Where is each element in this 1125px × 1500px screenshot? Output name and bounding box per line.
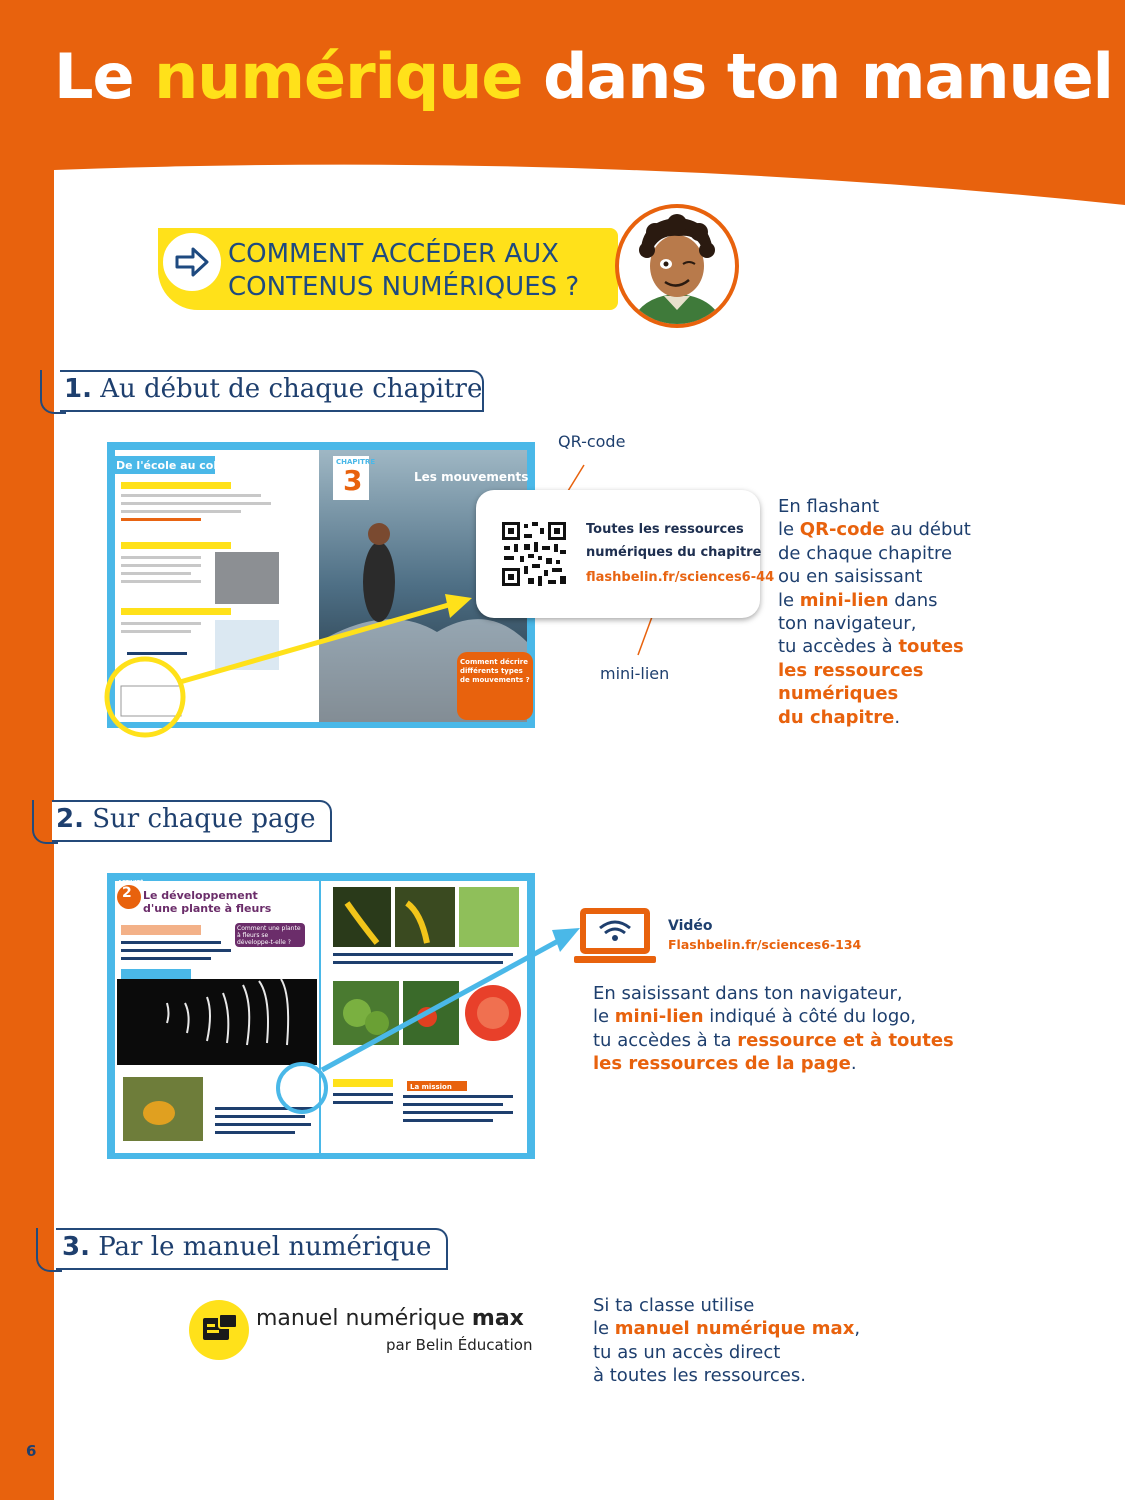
qr-card-link[interactable]: flashbelin.fr/sciences6-44 — [586, 570, 775, 585]
section1-title: 1. Au début de chaque chapitre — [64, 374, 483, 404]
spread2-bubble: Comment une plante à fleurs se développe-t-elle ? — [237, 925, 301, 946]
section3-paragraph: Si ta classe utilise le manuel numérique max, tu as un accès direct à toutes les ressources. — [593, 1295, 861, 1387]
spread2-activity-label: ACTIVITÉ — [118, 880, 144, 886]
qr-code-icon — [500, 520, 568, 588]
section1-tab-corner — [40, 370, 66, 414]
video-laptop-icon — [572, 906, 658, 968]
section2-tab-corner — [32, 800, 58, 844]
spread2-mission: La mission — [410, 1083, 452, 1091]
spread1-chapter-number: 3 — [343, 464, 363, 497]
section2-title: 2. Sur chaque page — [56, 804, 316, 834]
spread2-heading2: d'une plante à fleurs — [143, 902, 272, 915]
page-title: Le numérique dans ton manuel — [54, 40, 1113, 113]
spread1-question: Comment décrire différents types de mouvements ? — [460, 658, 530, 684]
video-label: Vidéo — [668, 918, 713, 934]
video-link[interactable]: Flashbelin.fr/sciences6-134 — [668, 937, 862, 952]
manuel-max-logo-icon — [189, 1300, 249, 1360]
section3-tab-corner — [36, 1228, 62, 1272]
section1-paragraph: En flashant le QR-code au début de chaque chapitre ou en saisissant le mini-lien dans ton navigateur, tu accèdes à toutes les ressources numériques du chapitre. — [778, 496, 971, 728]
spread1-chapter-label: CHAPITRE — [336, 458, 376, 466]
spread1-left-heading: De l'école au collège — [116, 459, 244, 472]
access-banner-text: COMMENT ACCÉDER AUX CONTENUS NUMÉRIQUES ? — [228, 239, 580, 302]
qr-card-line2: numériques du chapitre — [586, 545, 762, 560]
section2-paragraph: En saisissant dans ton navigateur, le mini-lien indiqué à côté du logo, tu accèdes à ta ressource et à toutes les ressources de la page. — [593, 983, 954, 1075]
title-highlight: numérique — [154, 40, 523, 113]
arrow-right-icon — [160, 230, 224, 294]
page-number: 6 — [26, 1442, 37, 1460]
spread1-highlight-overlay — [100, 590, 480, 750]
spread2-highlight-overlay — [270, 920, 590, 1120]
manuel-max-logo-text: manuel numérique max — [256, 1306, 524, 1331]
student-avatar-icon — [609, 204, 745, 328]
spread1-chapter-title: Les mouvements — [414, 470, 529, 484]
spread2-heading1: Le développement — [143, 889, 258, 902]
spread2-activity-number: 2 — [122, 885, 132, 901]
mini-link-label: mini-lien — [600, 664, 670, 683]
qr-card-line1: Toutes les ressources — [586, 522, 744, 537]
manuel-max-logo-subtitle: par Belin Éducation — [386, 1336, 533, 1354]
qr-code-label: QR-code — [558, 432, 626, 451]
section3-title: 3. Par le manuel numérique — [62, 1232, 432, 1262]
qr-card — [476, 490, 775, 618]
